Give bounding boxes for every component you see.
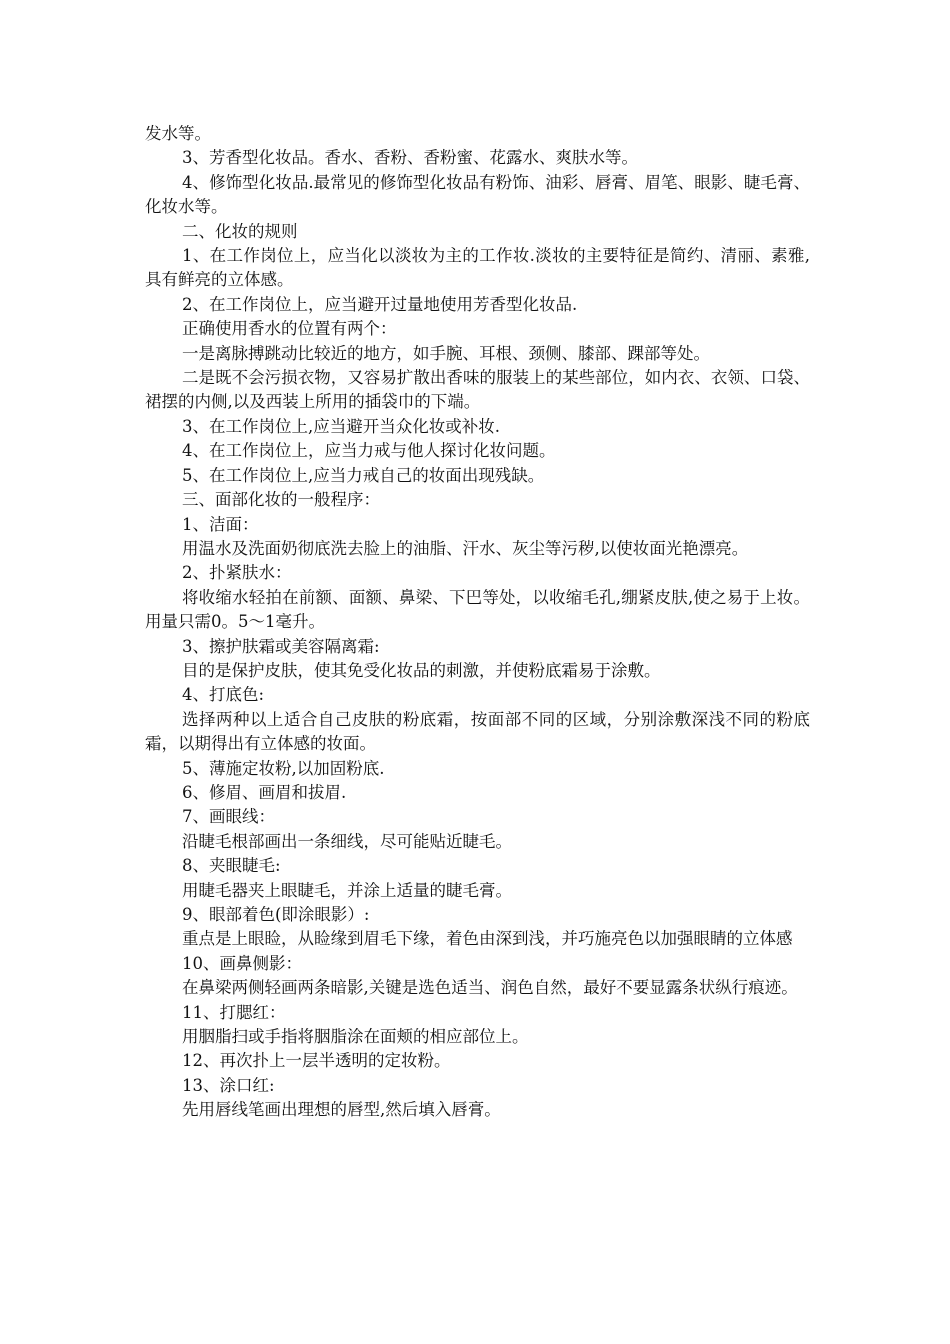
step-heading: 8、夹眼睫毛: (182, 856, 281, 876)
step-heading: 4、打底色: (182, 685, 265, 705)
paragraph: 用睫毛器夹上眼睫毛，并涂上适量的睫毛膏。 (182, 880, 512, 900)
paragraph: 1、在工作岗位上，应当化以淡妆为主的工作妆.淡妆的主要特征是简约、清丽、素雅,具有鲜亮的立体感。 (145, 246, 810, 290)
step-heading: 11、打腮红： (182, 1002, 286, 1022)
paragraph: 3、在工作岗位上,应当避开当众化妆或补妆. (182, 416, 500, 436)
section-heading: 二、化妆的规则 (182, 221, 298, 241)
step-heading: 1、洁面： (182, 514, 259, 534)
paragraph: 将收缩水轻拍在前额、面额、鼻梁、下巴等处，以收缩毛孔,绷紧皮肤,使之易于上妆。用量只需0。5～1毫升。 (145, 587, 810, 632)
paragraph: 3、芳香型化妆品。香水、香粉、香粉蜜、花露水、爽肤水等。 (182, 148, 638, 168)
paragraph: 正确使用香水的位置有两个： (182, 319, 397, 339)
paragraph: 一是离脉搏跳动比较近的地方，如手腕、耳根、颈侧、膝部、踝部等处。 (182, 343, 710, 363)
paragraph: 重点是上眼睑，从睑缘到眉毛下缘，着色由深到浅，并巧施亮色以加强眼睛的立体感 (182, 929, 793, 949)
step-heading: 6、修眉、画眉和拔眉. (182, 782, 347, 802)
paragraph: 用胭脂扫或手指将胭脂涂在面颊的相应部位上。 (182, 1027, 529, 1047)
paragraph: 4、在工作岗位上，应当力戒与他人探讨化妆问题。 (182, 441, 556, 461)
paragraph: 在鼻梁两侧轻画两条暗影,关键是选色适当、润色自然，最好不要显露条状纵行痕迹。 (182, 978, 798, 998)
step-heading: 7、画眼线： (182, 807, 275, 827)
step-heading: 2、扑紧肤水： (182, 563, 292, 583)
step-heading: 3、擦护肤霜或美容隔离霜: (182, 636, 380, 656)
paragraph: 沿睫毛根部画出一条细线，尽可能贴近睫毛。 (182, 831, 512, 851)
section-heading: 三、面部化妆的一般程序： (182, 490, 380, 510)
step-heading: 13、涂口红: (182, 1075, 275, 1095)
paragraph: 二是既不会污损衣物，又容易扩散出香味的服装上的某些部位，如内衣、衣领、口袋、裙摆的内侧,以及西装上所用的插袋巾的下端。 (145, 368, 810, 412)
paragraph: 发水等。 (145, 124, 211, 143)
paragraph: 2、在工作岗位上，应当避开过量地使用芳香型化妆品. (182, 294, 578, 314)
paragraph: 5、在工作岗位上,应当力戒自己的妆面出现残缺。 (182, 465, 545, 485)
step-heading: 5、薄施定妆粉,以加固粉底. (182, 758, 385, 778)
paragraph: 目的是保护皮肤，使其免受化妆品的刺激，并使粉底霜易于涂敷。 (182, 660, 661, 680)
paragraph: 选择两种以上适合自己皮肤的粉底霜，按面部不同的区域，分别涂敷深浅不同的粉底霜，以期得出有立体感的妆面。 (145, 709, 810, 754)
step-heading: 10、画鼻侧影： (182, 953, 302, 973)
step-heading: 12、再次扑上一层半透明的定妆粉。 (182, 1051, 451, 1071)
paragraph: 4、修饰型化妆品.最常见的修饰型化妆品有粉饰、油彩、唇膏、眉笔、眼影、睫毛膏、化妆水等。 (145, 172, 810, 217)
paragraph: 用温水及洗面奶彻底洗去脸上的油脂、汗水、灰尘等污秽,以使妆面光艳漂亮。 (182, 538, 749, 558)
step-heading: 9、眼部着色(即涂眼影）: (182, 905, 370, 924)
paragraph: 先用唇线笔画出理想的唇型,然后填入唇膏。 (182, 1100, 501, 1120)
document-body (145, 122, 810, 1123)
